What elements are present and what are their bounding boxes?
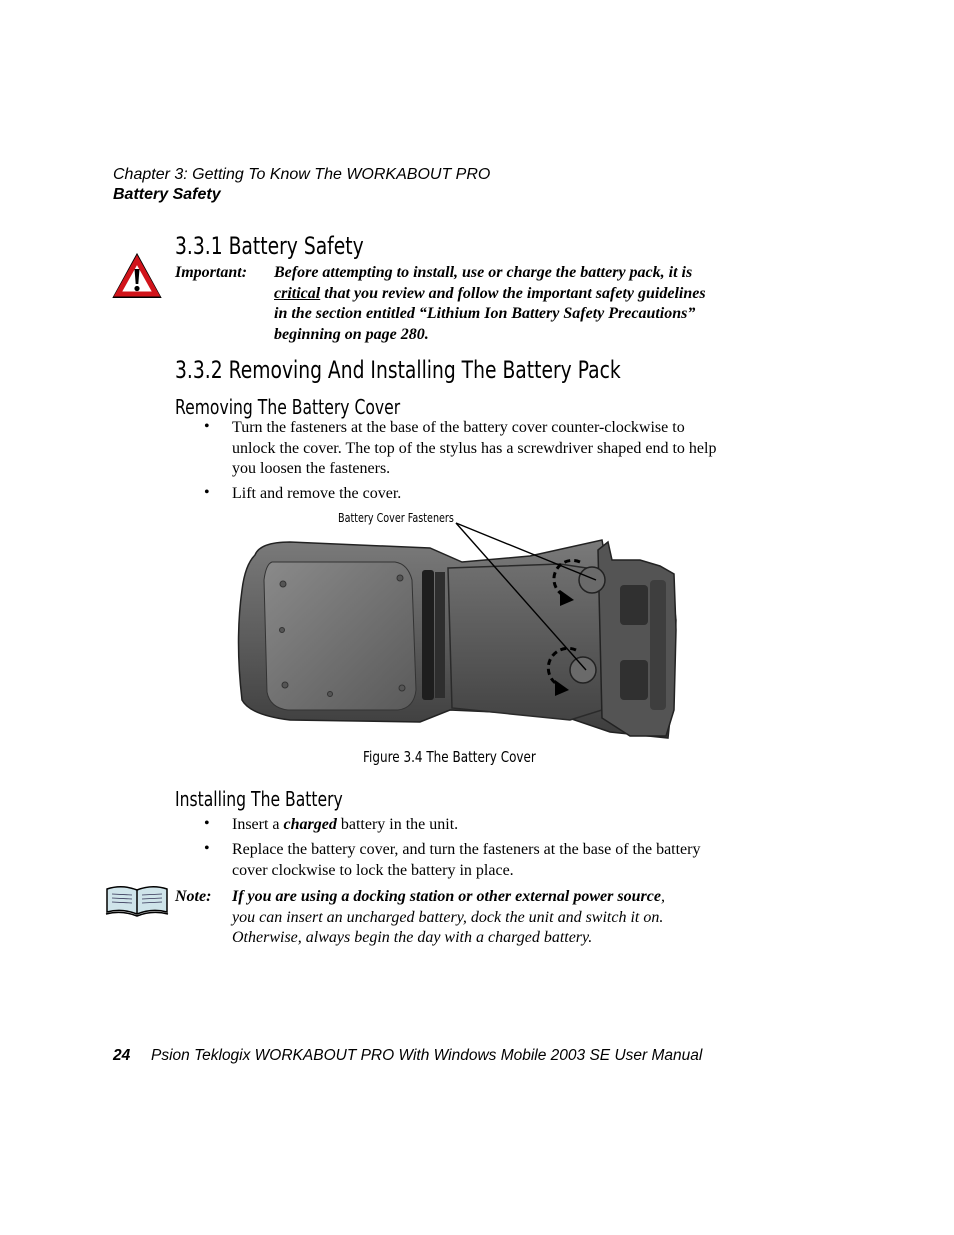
bullet-marker: • bbox=[204, 815, 210, 832]
figure-callout-label: Battery Cover Fasteners bbox=[338, 511, 454, 525]
bullet-marker: • bbox=[204, 840, 210, 857]
bullet-marker: • bbox=[204, 484, 210, 501]
open-book-icon bbox=[104, 883, 170, 917]
removing-bullet-1-line-1: Turn the fasteners at the base of the battery cover counter-clockwise to bbox=[232, 419, 685, 436]
battery-cover-photo bbox=[230, 510, 690, 745]
installing-bullet-2-line-1: Replace the battery cover, and turn the fasteners at the base of the battery bbox=[232, 841, 701, 858]
important-text-line-4: beginning on page 280. bbox=[274, 325, 429, 343]
heading-removing-installing: 3.3.2 Removing And Installing The Battery Pack bbox=[175, 356, 621, 384]
important-text-line-2-rest: that you review and follow the important safety guidelines bbox=[320, 284, 706, 302]
important-text-line-2 bbox=[274, 284, 706, 305]
removing-bullet-2: Lift and remove the cover. bbox=[232, 485, 402, 502]
page-number: 24 bbox=[113, 1047, 131, 1064]
critical-word: critical bbox=[274, 284, 321, 302]
charged-emphasis: charged bbox=[283, 816, 337, 833]
important-text-line-3: in the section entitled “Lithium Ion Battery Safety Precautions” bbox=[274, 305, 696, 322]
note-text-line-1-rest: , bbox=[660, 888, 665, 905]
installing-bullet-2-line-2: cover clockwise to lock the battery in place. bbox=[232, 861, 514, 879]
figure-caption: Figure 3.4 The Battery Cover bbox=[363, 748, 536, 766]
note-text-line-3: Otherwise, always begin the day with a charged battery. bbox=[232, 929, 593, 946]
removing-bullet-1-line-2: unlock the cover. The top of the stylus has a screwdriver shaped end to help bbox=[232, 439, 717, 457]
running-header-section: Battery Safety bbox=[113, 186, 221, 203]
installing-bullet-1-post: battery in the unit. bbox=[336, 816, 459, 833]
note-text-line-1-bold: If you are using a docking station or other external power source bbox=[232, 888, 661, 905]
subheading-installing-battery: Installing The Battery bbox=[175, 787, 343, 811]
bullet-marker: • bbox=[204, 418, 210, 435]
important-text-line-1: Before attempting to install, use or charge the battery pack, it is bbox=[274, 264, 693, 281]
note-label: Note: bbox=[175, 888, 212, 905]
removing-bullet-1-line-3: you loosen the fasteners. bbox=[232, 460, 391, 477]
heading-battery-safety: 3.3.1 Battery Safety bbox=[175, 232, 364, 260]
note-text-line-2: you can insert an uncharged battery, dock the unit and switch it on. bbox=[232, 908, 664, 926]
installing-bullet-1-pre: Insert a bbox=[232, 816, 284, 833]
note-text-line-1 bbox=[232, 887, 665, 908]
warning-triangle-icon bbox=[111, 252, 163, 300]
subheading-removing-cover: Removing The Battery Cover bbox=[175, 395, 401, 419]
important-label: Important: bbox=[175, 264, 248, 281]
installing-bullet-1 bbox=[232, 815, 458, 836]
running-header-chapter: Chapter 3: Getting To Know The WORKABOUT PRO bbox=[113, 166, 491, 183]
footer-title: Psion Teklogix WORKABOUT PRO With Windows Mobile 2003 SE User Manual bbox=[151, 1047, 703, 1064]
